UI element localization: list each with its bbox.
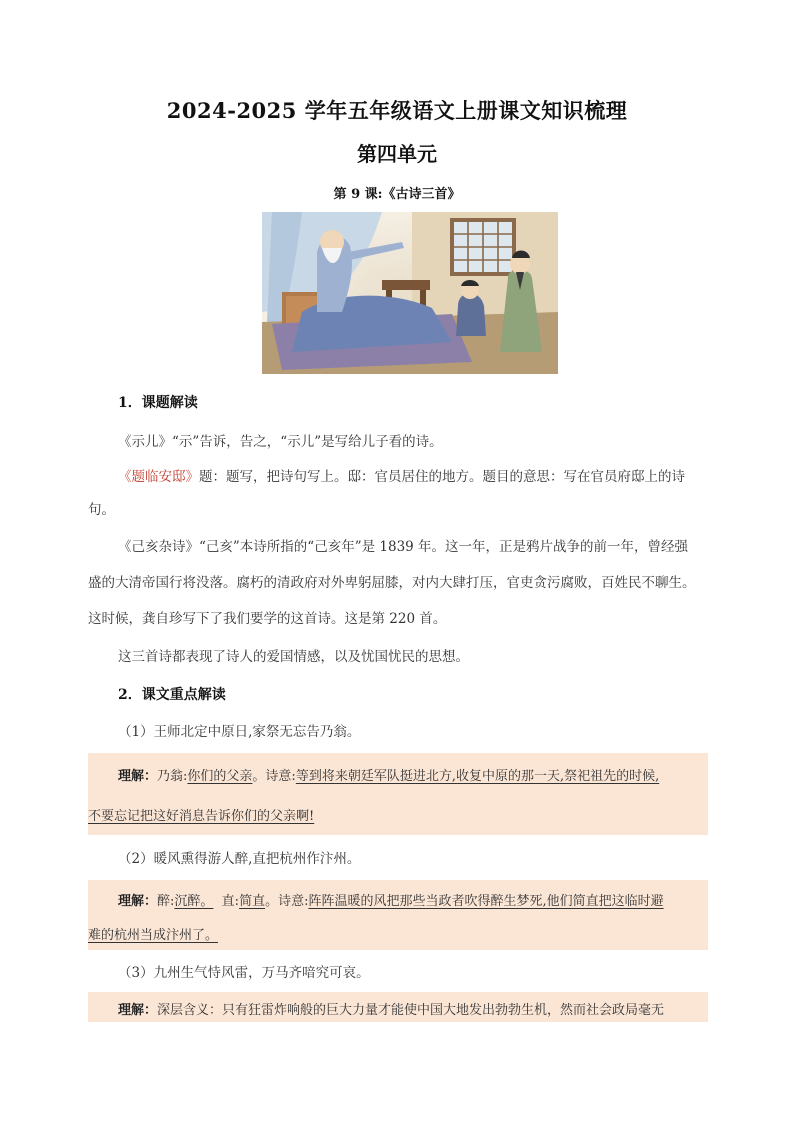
section-heading-1: 1．课题解读 [118, 395, 198, 411]
explanation-label: 理解： [118, 1003, 158, 1018]
term-meaning: 你们的父亲 [187, 769, 253, 784]
unit-title: 第四单元 [357, 142, 437, 166]
poem-line-2: （2）暖风熏得游人醉,直把杭州作汴州。 [118, 851, 361, 867]
poem-meaning: 等到将来朝廷军队挺进北方,收复中原的那一天,祭祀祖先的时候, [295, 769, 660, 784]
explanation-box-2 [88, 880, 708, 950]
poem-meaning: 阵阵温暖的风把那些当政者吹得醉生梦死,他们简直把这临时避 [308, 894, 664, 909]
window-shape [450, 218, 516, 276]
paragraph-summary: 这三首诗都表现了诗人的爱国情感，以及忧国忧民的思想。 [118, 649, 469, 665]
explanation-line [88, 805, 708, 824]
explanation-box-1 [88, 753, 708, 835]
explanation-line [88, 890, 738, 909]
term: 直: [213, 894, 240, 909]
explanation-line [88, 765, 738, 784]
term-meaning: 简直 [239, 894, 266, 909]
term-meaning: 沉醉。 [174, 894, 214, 909]
paragraph-shier: 《示儿》“示”告诉，告之，“示儿”是写给儿子看的诗。 [118, 434, 443, 450]
poem-line-3: （3）九州生气恃风雷，万马齐喑究可哀。 [118, 965, 370, 981]
explanation-label: 理解： [118, 894, 158, 909]
highlight-title: 《题临安邸》 [118, 469, 199, 485]
paragraph-jihai-3: 这时候，龚自珍写下了我们要学的这首诗。这是第 220 首。 [88, 611, 447, 627]
explanation-box-3 [88, 992, 708, 1022]
paragraph-tilinan [88, 460, 708, 494]
poem-meaning-cont: 不要忘记把这好消息告诉你们的父亲啊! [88, 809, 315, 824]
lesson-title: 第 9 课:《古诗三首》 [333, 187, 461, 202]
poem-meaning-label: 。诗意: [265, 894, 309, 909]
deep-meaning: 深层含义：只有狂雷炸响般的巨大力量才能使中国大地发出勃勃生机，然而社会政局毫无 [157, 1003, 665, 1018]
poem-line-1: （1）王师北定中原日,家祭无忘告乃翁。 [118, 724, 361, 740]
explanation-line [88, 924, 708, 943]
paragraph-text: 题：题写，把诗句写上。邸：官员居住的地方。题目的意思：写在官员府邸上的诗 [199, 469, 685, 485]
page-title: 2024-2025 学年五年级语文上册课文知识梳理 [166, 98, 628, 123]
explanation-label: 理解： [118, 769, 158, 784]
paragraph-tilinan-tail: 句。 [88, 502, 115, 518]
poem-meaning-label: 。诗意: [252, 769, 296, 784]
paragraph-jihai-2: 盛的大清帝国行将没落。腐朽的清政府对外卑躬屈膝，对内大肆打压，官吏贪污腐败，百姓民不聊生。 [88, 575, 696, 591]
explanation-line [88, 999, 738, 1018]
paragraph-jihai-1: 《己亥杂诗》“己亥”本诗所指的“己亥年”是 1839 年。这一年，正是鸦片战争的前一年，曾经强 [118, 539, 689, 555]
term: 乃翁: [157, 769, 188, 784]
lesson-illustration [262, 212, 558, 374]
term: 醉: [157, 894, 175, 909]
poem-meaning-cont: 难的杭州当成汴州了。 [88, 928, 219, 943]
section-heading-2: 2．课文重点解读 [118, 687, 226, 703]
